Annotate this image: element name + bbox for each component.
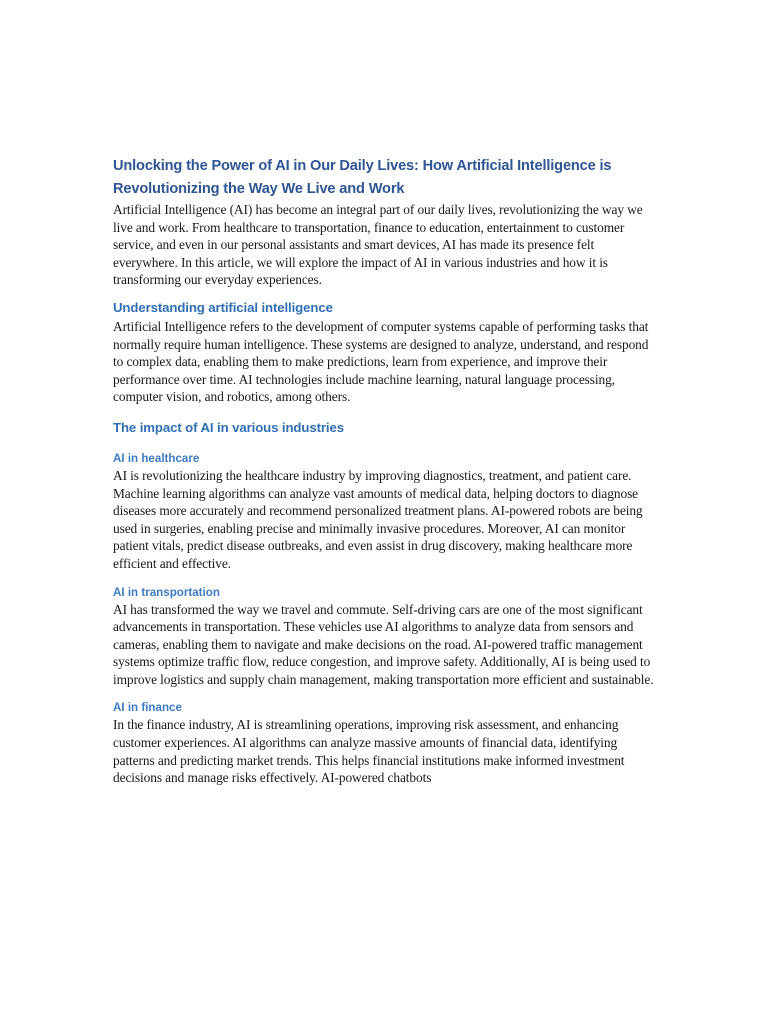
subheading-ai-finance: AI in finance [113,701,182,715]
intro-paragraph: Artificial Intelligence (AI) has become an integral part of our daily lives, revolutionizing the way we live and work. From healthcare to transportation, finance to education, entertainment to customer service, and even in our personal assistants and smart devices, AI has made its presence felt everywhere. In this article, we will explore the impact of AI in various industries and how it is transforming our everyday experiences. [113,202,643,288]
document-content [113,155,658,787]
heading-understanding-ai: Understanding artificial intelligence [113,299,333,315]
document-title: Unlocking the Power of AI in Our Daily Lives: How Artificial Intelligence is Revolutionizing the Way We Live and Work [113,158,612,197]
subheading-ai-transportation: AI in transportation [113,585,220,599]
subheading-ai-healthcare: AI in healthcare [113,451,200,465]
finance-paragraph: In the finance industry, AI is streamlining operations, improving risk assessment, and enhancing customer experiences. AI algorithms can analyze massive amounts of financial data, identifying patterns and predicting market trends. This helps financial institutions make informed investment decisions and manage risks effectively. AI-powered chatbots [113,717,625,786]
heading-impact-of-ai: The impact of AI in various industries [113,419,344,435]
understanding-ai-paragraph: Artificial Intelligence refers to the development of computer systems capable of performing tasks that normally require human intelligence. These systems are designed to analyze, understand, and respond to complex data, enabling them to make predictions, learn from experience, and improve their performance over time. AI technologies include machine learning, natural language processing, computer vision, and robotics, among others. [113,318,649,405]
healthcare-paragraph: AI is revolutionizing the healthcare industry by improving diagnostics, treatment, and patient care. Machine learning algorithms can analyze vast amounts of medical data, helping doctors to diagnose diseases more accurately and recommend personalized treatment plans. AI-powered robots are being used in surgeries, enabling precise and minimally invasive procedures. Moreover, AI can monitor patient vitals, predict disease outbreaks, and even assist in drug discovery, making healthcare more efficient and effective. [113,467,643,571]
transportation-paragraph: AI has transformed the way we travel and commute. Self-driving cars are one of the most significant advancements in transportation. These vehicles use AI algorithms to analyze data from sensors and cameras, enabling them to navigate and make decisions on the road. AI-powered traffic management systems optimize traffic flow, reduce congestion, and improve safety. Additionally, AI is being used to improve logistics and supply chain management, making transportation more efficient and sustainable. [113,601,654,687]
